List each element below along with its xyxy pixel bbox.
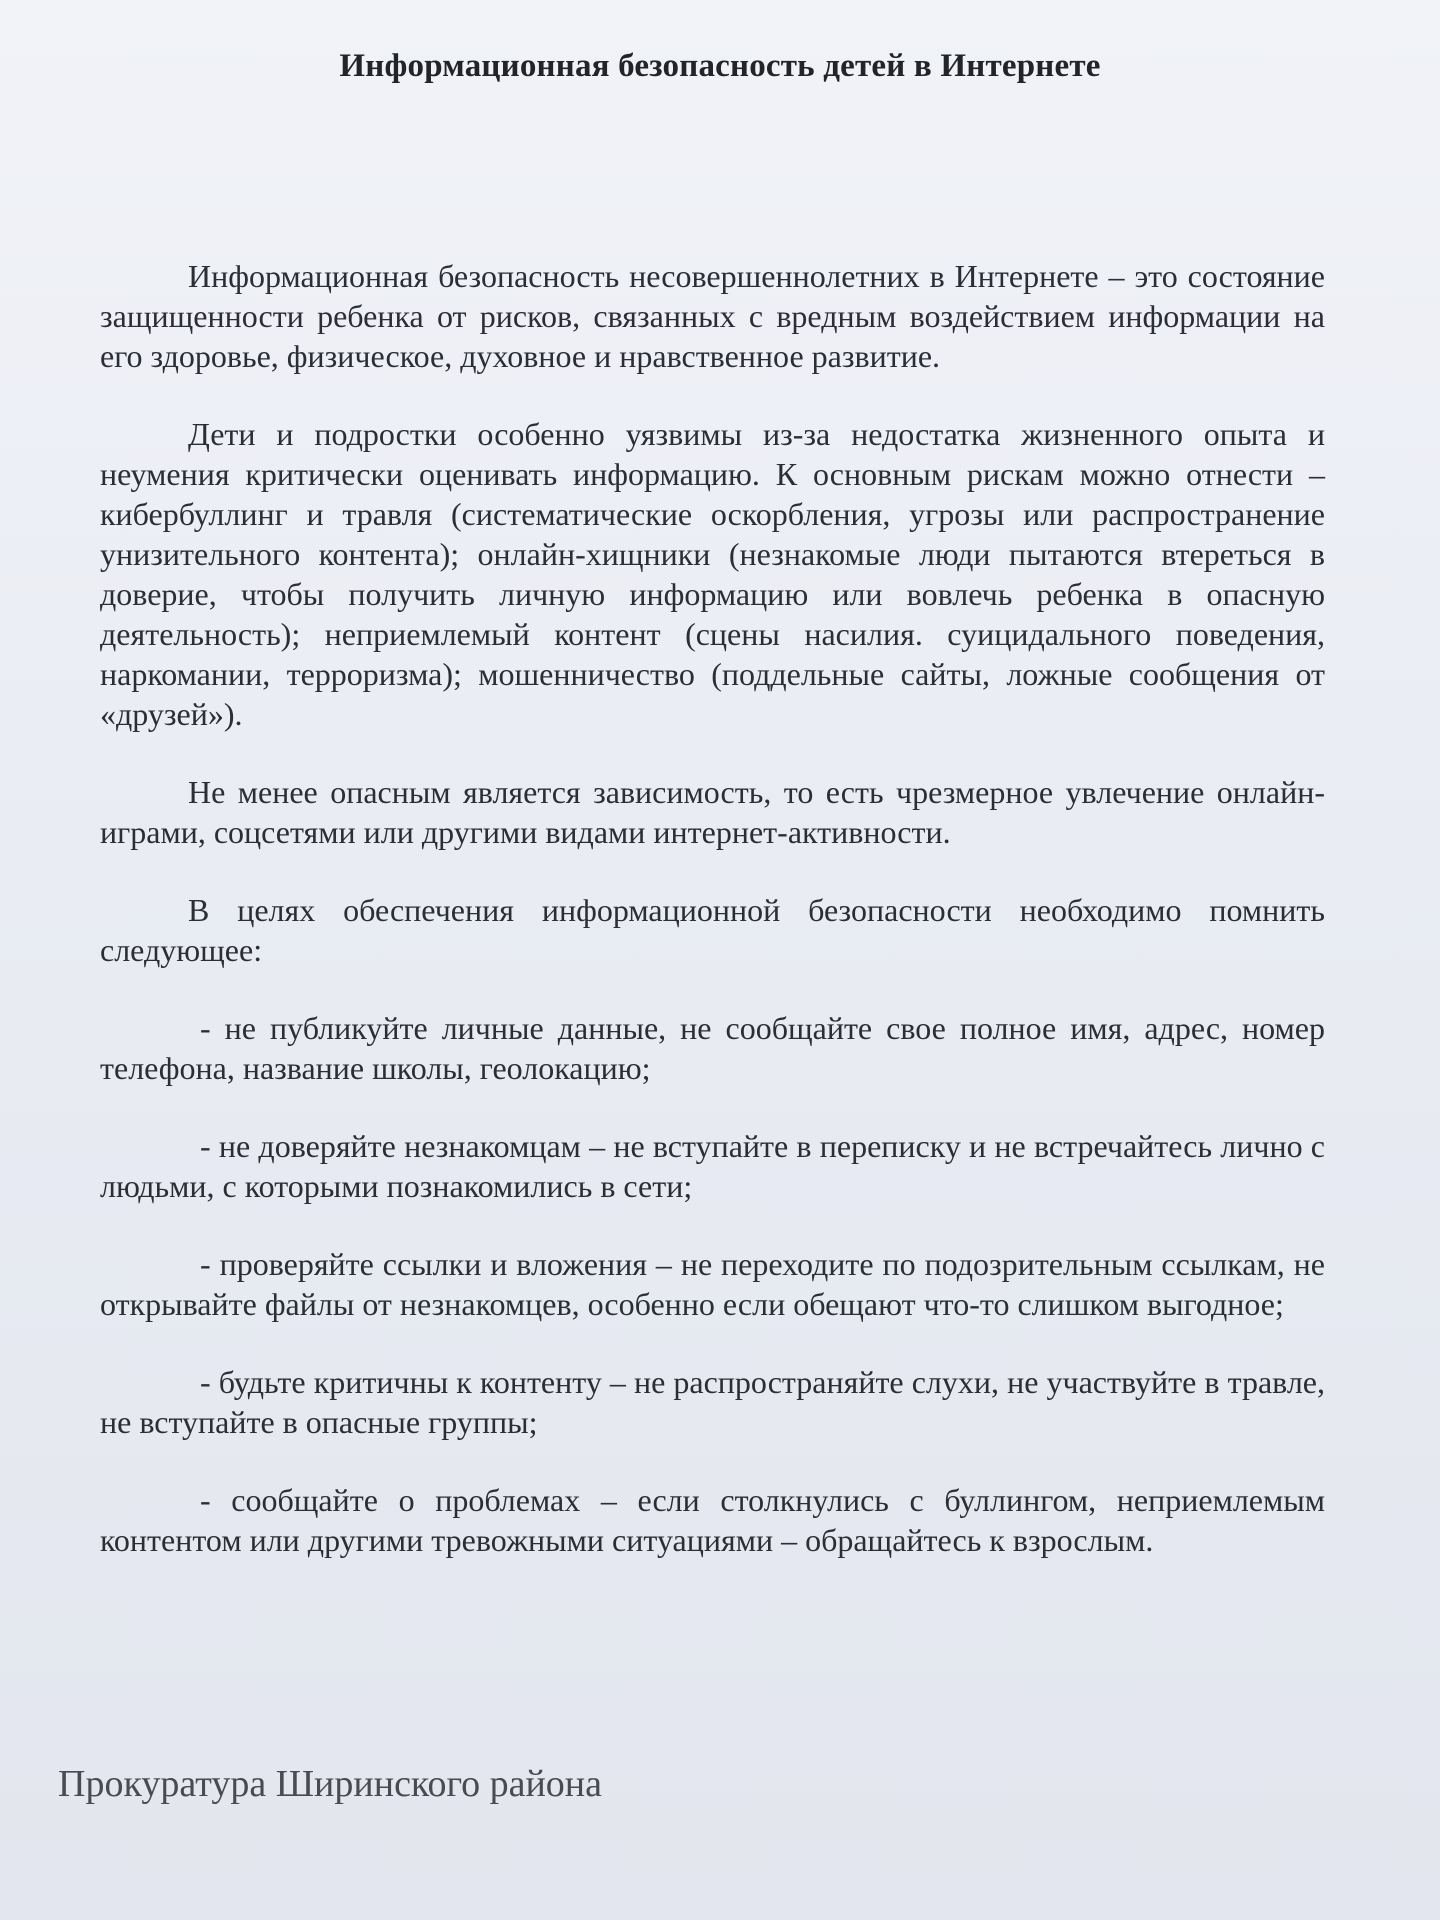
document-title: Информационная безопасность детей в Интернете <box>339 48 1101 84</box>
paragraph-risks: Дети и подростки особенно уязвимы из-за недостатка жизненного опыта и неумения критически оценивать информацию. К основным рискам можно отнести – кибербуллинг и травля (систематические оскорбления, угрозы или распространение унизительного контента); онлайн-хищники (незнакомые люди пытаются втереться в доверие, чтобы получить личную информацию или вовлечь ребенка в опасную деятельность); неприемлемый контент (сцены насилия. суицидального поведения, наркомании, терроризма); мошенничество (поддельные сайты, ложные сообщения от «друзей»). <box>100 416 1325 732</box>
list-item-content: - будьте критичны к контенту – не распространяйте слухи, не участвуйте в травле, не вступайте в опасные группы; <box>100 1364 1325 1440</box>
list-item-personal-data: - не публикуйте личные данные, не сообщайте свое полное имя, адрес, номер телефона, название школы, геолокацию; <box>100 1010 1325 1086</box>
list-item-links: - проверяйте ссылки и вложения – не переходите по подозрительным ссылкам, не открывайте файлы от незнакомцев, особенно если обещают что-то слишком выгодное; <box>100 1246 1325 1322</box>
list-item-strangers: - не доверяйте незнакомцам – не вступайте в переписку и не встречайтесь лично с людьми, с которыми познакомились в сети; <box>100 1128 1325 1204</box>
document-body <box>100 256 1325 1560</box>
document-signature: Прокуратура Ширинского района <box>58 1763 603 1805</box>
paragraph-definition: Информационная безопасность несовершеннолетних в Интернете – это состояние защищенности ребенка от рисков, связанных с вредным воздействием информации на его здоровье, физическое, духовное и нравственное развитие. <box>100 258 1325 374</box>
paragraph-addiction: Не менее опасным является зависимость, то есть чрезмерное увлечение онлайн-играми, соцсетями или другими видами интернет-активности. <box>100 774 1325 850</box>
list-item-report: - сообщайте о проблемах – если столкнулись с буллингом, неприемлемым контентом или другими тревожными ситуациями – обращайтесь к взрослым. <box>100 1482 1325 1558</box>
paragraph-intro-list: В целях обеспечения информационной безопасности необходимо помнить следующее: <box>100 892 1325 968</box>
